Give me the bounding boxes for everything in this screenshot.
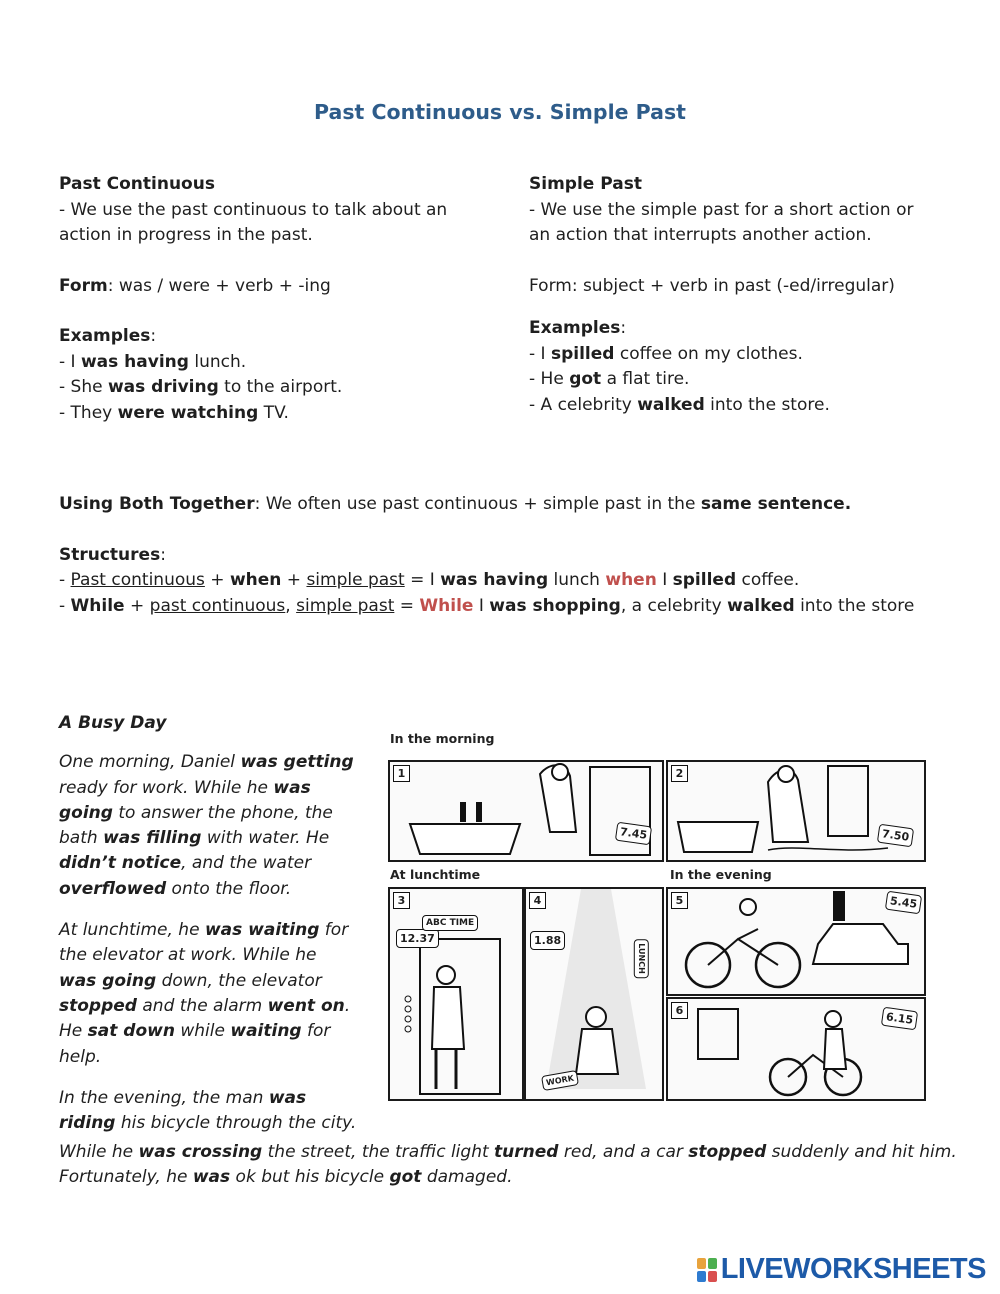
pc-example-3: - They were watching TV.	[59, 402, 289, 423]
using-both-line: Using Both Together: We often use past continuous + simple past in the same sentence.	[59, 494, 852, 514]
past-continuous-form: Form: was / were + verb + -ing	[59, 275, 331, 296]
sp-example-3: - A celebrity walked into the store.	[529, 394, 830, 415]
flooded-bathroom-icon	[668, 762, 924, 860]
past-continuous-examples-label: Examples:	[59, 326, 157, 346]
lunch-sign: LUNCH	[634, 939, 649, 978]
story-paragraph-3b: While he was crossing the street, the traffic light turned red, and a car stopped suddenly and hit him. Fortunately, he was ok but his bicycle got damaged.	[59, 1142, 957, 1188]
liveworksheets-logo[interactable]	[697, 1253, 986, 1286]
pc-example-2: - She was driving to the airport.	[59, 377, 343, 397]
story-section	[59, 711, 359, 1136]
logo-text: LIVEWORKSHEETS	[720, 1253, 986, 1285]
pc-example-1: - I was having lunch.	[59, 351, 247, 372]
clock-3: 12.37	[396, 929, 439, 948]
past-continuous-heading: Past Continuous	[59, 174, 215, 194]
structures-label: Structures:	[59, 544, 166, 565]
structure-1: - Past continuous + when + simple past = I was having lunch when I spilled coffee.	[59, 570, 800, 590]
panel-6: 6 6.15	[666, 997, 926, 1101]
logo-mark-icon	[697, 1258, 717, 1282]
sp-example-2: - He got a flat tire.	[529, 369, 690, 389]
sp-example-1: - I spilled coffee on my clothes.	[529, 343, 803, 364]
clock-5: 5.45	[885, 891, 922, 915]
past-continuous-desc: - We use the past continuous to talk about an action in progress in the past.	[59, 199, 448, 245]
story-paragraph-3a: In the evening, the man was riding his bicycle through the city.	[59, 1087, 357, 1134]
simple-past-examples-label: Examples:	[529, 318, 627, 338]
clock-4: 1.88	[530, 931, 565, 950]
simple-past-form: Form: subject + verb in past (-ed/irregular)	[529, 275, 895, 296]
clock-6: 6.15	[881, 1007, 918, 1031]
bathroom-scene-icon	[390, 762, 662, 860]
page-title: Past Continuous vs. Simple Past	[314, 100, 686, 124]
label-lunchtime: At lunchtime	[390, 867, 481, 882]
abc-time-sign: ABC TIME	[422, 915, 478, 931]
simple-past-desc: - We use the simple past for a short action or an action that interrupts another action.	[529, 199, 914, 245]
comic-illustration	[376, 722, 936, 1122]
clock-1: 7.45	[615, 822, 652, 846]
clock-2: 7.50	[877, 824, 914, 848]
panel-4: 4 1.88 LUNCH WORK	[524, 887, 664, 1101]
story-paragraph-2: At lunchtime, he was waiting for the elevator at work. While he was going down, the elevator stopped and the alarm went on. He sat down while waiting for help.	[59, 920, 351, 1067]
using-both-section	[59, 492, 959, 619]
panel-5: 5 5.45	[666, 887, 926, 996]
panel-2: 2 7.50	[666, 760, 926, 862]
structure-2: - While + past continuous, simple past = While I was shopping, a celebrity walked into the store	[59, 595, 915, 616]
past-continuous-section	[59, 172, 479, 426]
story-title: A Busy Day	[59, 713, 167, 733]
simple-past-section	[529, 172, 929, 418]
panel-3: 3 12.37 ABC TIME	[388, 887, 524, 1101]
label-morning: In the morning	[390, 731, 495, 746]
work-sign: WORK	[541, 1070, 579, 1091]
stuck-elevator-icon	[526, 889, 662, 1099]
panel-1: 1 7.45	[388, 760, 664, 862]
simple-past-heading: Simple Past	[529, 174, 642, 194]
label-evening: In the evening	[670, 867, 772, 882]
story-paragraph-1: One morning, Daniel was getting ready for work. While he was going to answer the phone, the bath was filling with water. He didn’t notice, and the water overflowed onto the floor.	[59, 752, 354, 899]
